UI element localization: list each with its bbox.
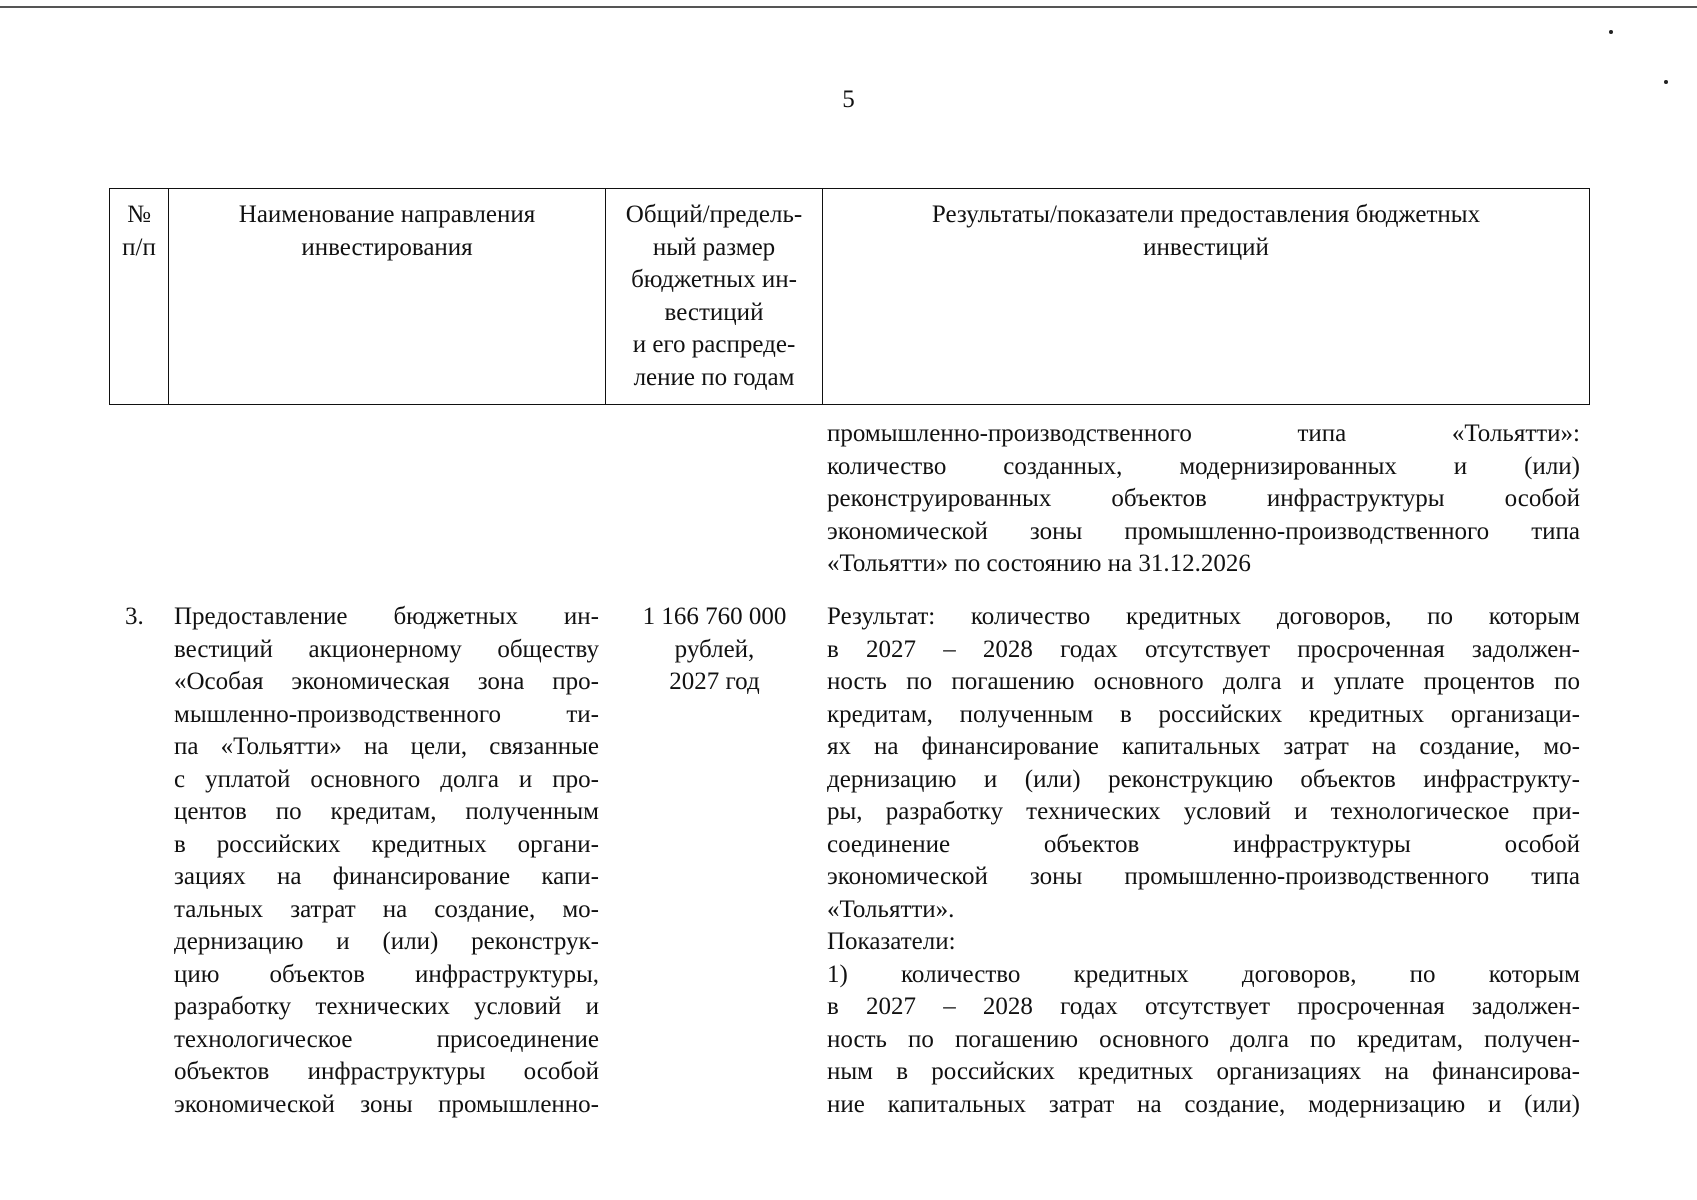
header-size-column: Общий/предель- ный размер бюджетных ин- вестиций и его распреде- ление по годам xyxy=(606,189,823,405)
name-line: па «Тольятти» на цели, связанные xyxy=(174,733,599,760)
indicator-line: ность по погашению основного долга по кредитам, получен- xyxy=(827,1025,1580,1053)
page-number: 5 xyxy=(842,86,855,113)
name-line: Предоставление бюджетных ин- xyxy=(174,603,599,630)
name-line: с уплатой основного долга и про- xyxy=(174,765,599,793)
result-line: Результат: количество кредитных договоров, по которым xyxy=(827,603,1580,630)
name-line: дернизацию и (или) реконструк- xyxy=(174,928,599,955)
indicator-line: ным в российских кредитных организациях на финансирова- xyxy=(827,1058,1580,1085)
result-line: ность по погашению основного долга и уплате процентов по xyxy=(827,668,1580,695)
continuation-line: промышленно-производственного типа «Тольятти»: xyxy=(827,420,1580,447)
table-header xyxy=(109,188,1590,405)
row-results xyxy=(827,601,1580,1121)
result-line: в 2027 – 2028 годах отсутствует просроченная задолжен- xyxy=(827,635,1580,663)
scan-edge-line xyxy=(0,6,1697,8)
header-results-column: Результаты/показатели предоставления бюджетных инвестиций xyxy=(823,189,1590,405)
row-number: 3. xyxy=(125,603,144,630)
indicator-line: в 2027 – 2028 годах отсутствует просроченная задолжен- xyxy=(827,993,1580,1020)
result-line: ях на финансирование капитальных затрат на создание, мо- xyxy=(827,733,1580,760)
name-line: объектов инфраструктуры особой xyxy=(174,1058,599,1085)
result-line: соединение объектов инфраструктуры особой xyxy=(827,830,1580,858)
indicators-label: Показатели: xyxy=(827,928,956,955)
continuation-results xyxy=(827,418,1580,581)
row-name xyxy=(174,601,599,1121)
name-line: тальных затрат на создание, мо- xyxy=(174,895,599,923)
name-line: технологическое присоединение xyxy=(174,1025,599,1053)
result-line: «Тольятти». xyxy=(827,895,955,923)
amount-year: 2027 год xyxy=(669,668,760,695)
name-line: в российских кредитных органи- xyxy=(174,830,599,858)
continuation-line: «Тольятти» по состоянию на 31.12.2026 xyxy=(827,550,1251,577)
indicator-line: 1) количество кредитных договоров, по которым xyxy=(827,960,1580,988)
name-line: экономической зоны промышленно- xyxy=(174,1090,599,1118)
name-line: центов по кредитам, полученным xyxy=(174,798,599,825)
header-name-column: Наименование направления инвестирования xyxy=(169,189,606,405)
name-line: зациях на финансирование капи- xyxy=(174,863,599,890)
result-line: ры, разработку технических условий и технологическое при- xyxy=(827,798,1580,825)
result-line: дернизацию и (или) реконструкцию объектов инфраструкту- xyxy=(827,765,1580,793)
name-line: разработку технических условий и xyxy=(174,993,599,1020)
indicator-line: ние капитальных затрат на создание, модернизацию и (или) xyxy=(827,1090,1580,1118)
continuation-line: экономической зоны промышленно-производственного типа xyxy=(827,517,1580,545)
amount-value: 1 166 760 000 xyxy=(642,603,787,630)
row-amount xyxy=(622,601,807,699)
continuation-line: количество созданных, модернизированных и (или) xyxy=(827,452,1580,480)
name-line: «Особая экономическая зона про- xyxy=(174,668,599,695)
scan-speck xyxy=(1609,30,1613,34)
header-number-column: № п/п xyxy=(110,189,169,405)
name-line: мышленно-производственного ти- xyxy=(174,700,599,728)
amount-unit: рублей, xyxy=(674,635,755,663)
name-line: цию объектов инфраструктуры, xyxy=(174,960,599,988)
continuation-line: реконструированных объектов инфраструктуры особой xyxy=(827,485,1580,512)
name-line: вестиций акционерному обществу xyxy=(174,635,599,663)
result-line: кредитам, полученным в российских кредитных организаци- xyxy=(827,700,1580,728)
result-line: экономической зоны промышленно-производственного типа xyxy=(827,863,1580,890)
